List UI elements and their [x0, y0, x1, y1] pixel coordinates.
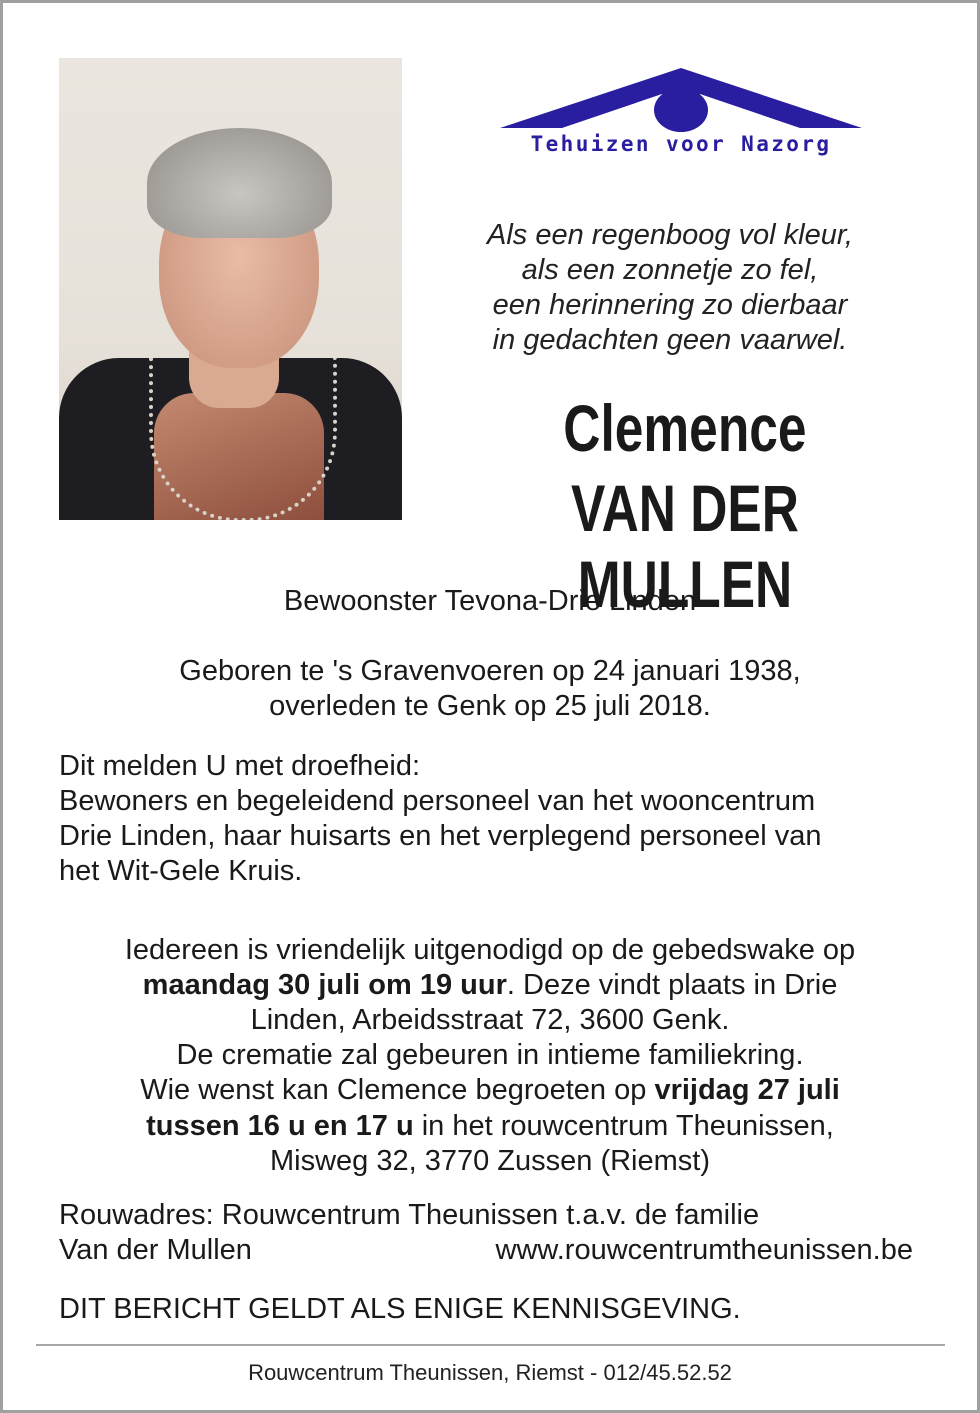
- address-line: Rouwadres: Rouwcentrum Theunissen t.a.v. de familie: [59, 1199, 760, 1231]
- poem-line: als een zonnetje zo fel,: [521, 254, 819, 286]
- residence: Bewoonster Tevona-Drie Linden: [283, 585, 697, 617]
- first-name: Clemence: [563, 391, 807, 465]
- death-line: overleden te Genk op 25 juli 2018.: [269, 690, 711, 722]
- ceremony-line: Misweg 32, 3770 Zussen (Riemst): [270, 1145, 710, 1177]
- address-family: Van der Mullen: [59, 1234, 252, 1266]
- last-name: VAN DER MULLEN: [571, 471, 799, 621]
- announcers-line: Drie Linden, haar huisarts en het verplegend personeel van: [59, 820, 822, 852]
- notice: DIT BERICHT GELDT ALS ENIGE KENNISGEVING.: [59, 1293, 741, 1325]
- poem-line: Als een regenboog vol kleur,: [487, 219, 853, 251]
- ceremony-line: Wie wenst kan Clemence begroeten op vrijdag 27 juli: [140, 1074, 840, 1106]
- ceremony-line: maandag 30 juli om 19 uur. Deze vindt plaats in Drie: [142, 969, 838, 1001]
- birth-line: Geboren te 's Gravenvoeren op 24 januari 1938,: [179, 655, 801, 687]
- announcers-intro: Dit melden U met droefheid:: [59, 750, 421, 782]
- ceremony-line: De crematie zal gebeuren in intieme familiekring.: [176, 1039, 804, 1071]
- ceremony-line: tussen 16 u en 17 u in het rouwcentrum Theunissen,: [146, 1110, 834, 1142]
- announcers-line: Bewoners en begeleidend personeel van het wooncentrum: [59, 785, 816, 817]
- poem-line: in gedachten geen vaarwel.: [492, 324, 848, 356]
- footer: Rouwcentrum Theunissen, Riemst - 012/45.52.52: [248, 1360, 732, 1385]
- divider: [36, 1344, 945, 1346]
- poem-line: een herinnering zo dierbaar: [492, 289, 848, 321]
- announcers-line: het Wit-Gele Kruis.: [59, 855, 303, 887]
- logo-text: Tehuizen voor Nazorg: [530, 132, 832, 156]
- poem: [440, 218, 900, 358]
- ceremony-line: Linden, Arbeidsstraat 72, 3600 Genk.: [250, 1004, 730, 1036]
- portrait-photo: [59, 58, 402, 520]
- ceremony-line: Iedereen is vriendelijk uitgenodigd op de gebedswake op: [124, 934, 856, 966]
- website-link[interactable]: www.rouwcentrumtheunissen.be: [495, 1234, 913, 1266]
